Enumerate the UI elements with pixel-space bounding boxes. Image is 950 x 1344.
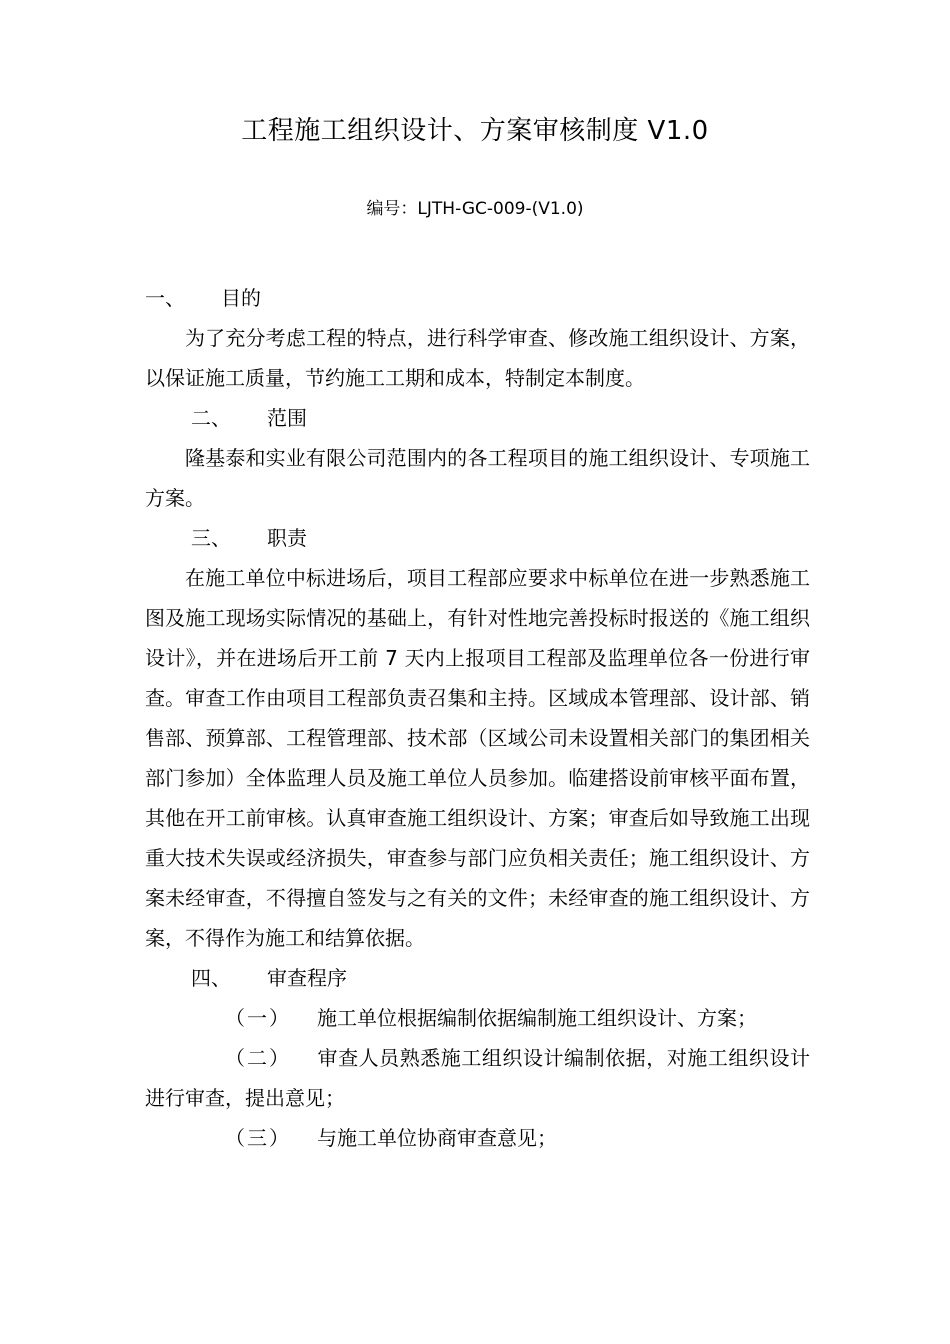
list-item-marker: （三）: [225, 1126, 291, 1150]
list-item-text: 与施工单位协商审查意见；: [317, 1126, 557, 1150]
section-body-scope: 隆基泰和实业有限公司范围内的各工程项目的施工组织设计、专项施工方案。: [145, 446, 810, 510]
list-item: [145, 1118, 810, 1158]
list-item: [145, 998, 810, 1038]
section-marker: 三、: [191, 526, 231, 550]
section-marker: 四、: [191, 966, 231, 990]
list-item-marker: （一）: [225, 1006, 291, 1030]
section-title: 审查程序: [267, 966, 347, 990]
list-item-text: 施工单位根据编制依据编制施工组织设计、方案；: [317, 1006, 757, 1030]
section-title: 职责: [267, 526, 307, 550]
list-item-text: 审查人员熟悉施工组织设计编制依据，对施工组织设计进行审查，提出意见；: [145, 1046, 810, 1110]
section-marker: 一、: [145, 286, 185, 310]
section-title: 范围: [267, 406, 307, 430]
section-heading-responsibilities: [145, 518, 810, 558]
document-title: 工程施工组织设计、方案审核制度 V1.0: [241, 116, 709, 146]
section-body-responsibilities: 在施工单位中标进场后，项目工程部应要求中标单位在进一步熟悉施工图及施工现场实际情况的基础上，有针对性地完善投标时报送的《施工组织设计》，并在进场后开工前 7 天内上报项目工程部及监理单位各一份进行审查。审查工作由项目工程部负责召集和主持。区域成本管理部、设计部、销售部、预算部、工程管理部、技术部（区域公司未设置相关部门的集团相关部门参加）全体监理人员及施工单位人员参加。临建搭设前审核平面布置，其他在开工前审核。认真审查施工组织设计、方案；审查后如导致施工出现重大技术失误或经济损失，审查参与部门应负相关责任；施工组织设计、方案未经审查，不得擅自签发与之有关的文件；未经审查的施工组织设计、方案，不得作为施工和结算依据。: [145, 566, 810, 950]
list-item-marker: （二）: [225, 1046, 291, 1070]
section-body-purpose: 为了充分考虑工程的特点，进行科学审查、修改施工组织设计、方案，以保证施工质量，节约施工工期和成本，特制定本制度。: [145, 326, 810, 390]
section-marker: 二、: [191, 406, 231, 430]
document-number: 编号：LJTH-GC-009-(V1.0): [366, 199, 584, 219]
section-heading-purpose: [145, 278, 810, 318]
document-body: [145, 278, 810, 1158]
section-heading-review-procedure: [145, 958, 810, 998]
section-heading-scope: [145, 398, 810, 438]
list-item: [145, 1038, 810, 1118]
section-title: 目的: [221, 286, 261, 310]
